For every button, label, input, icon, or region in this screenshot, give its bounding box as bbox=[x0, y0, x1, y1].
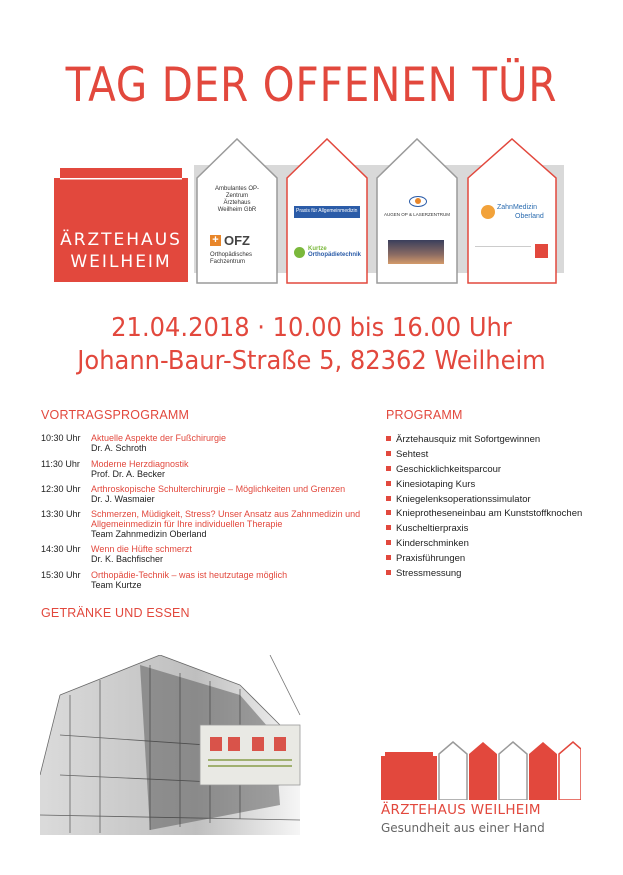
programm-item-label: Sehtest bbox=[396, 448, 429, 460]
house-augen bbox=[376, 138, 458, 284]
eye-icon bbox=[409, 196, 427, 207]
programm-item bbox=[386, 507, 582, 522]
page-title: TAG DER OFFENEN TÜR bbox=[65, 58, 558, 113]
bullet-icon bbox=[386, 555, 391, 560]
bullet-icon bbox=[386, 525, 391, 530]
aerztehaus-line2: WEILHEIM bbox=[70, 252, 172, 272]
getraenke-heading: GETRÄNKE UND ESSEN bbox=[41, 606, 190, 620]
talk-time: 13:30 Uhr bbox=[41, 509, 81, 519]
talk-time: 11:30 Uhr bbox=[41, 459, 80, 469]
kurtze-line2: Orthopädietechnik bbox=[308, 252, 362, 258]
programm-item bbox=[386, 522, 582, 537]
augen-photo bbox=[388, 240, 444, 264]
programm-item bbox=[386, 433, 582, 448]
event-address: Johann-Baur-Straße 5, 82362 Weilheim bbox=[77, 346, 546, 376]
programm-item-label: Kniegelenksoperationssimulator bbox=[396, 493, 531, 505]
op-zentrum-text: Ambulantes OP-Zentrum Ärztehaus Weilheim GbR bbox=[214, 186, 260, 213]
talk-speaker: Prof. Dr. A. Becker bbox=[91, 469, 166, 479]
zahnmedizin-small-text bbox=[475, 246, 531, 261]
talk-speaker: Dr. A. Schroth bbox=[91, 443, 147, 453]
kurtze-circle-icon bbox=[294, 247, 305, 258]
house-zahnmedizin bbox=[467, 138, 557, 284]
aerztehaus-line1: ÄRZTEHAUS bbox=[60, 230, 182, 250]
footer-tagline: Gesundheit aus einer Hand bbox=[381, 821, 545, 835]
talk-speaker: Dr. J. Wasmaier bbox=[91, 494, 155, 504]
programm-item-label: Kuscheltierpraxis bbox=[396, 523, 469, 535]
sun-icon bbox=[481, 205, 495, 219]
programm-item bbox=[386, 567, 582, 582]
ofz-cross-icon: + bbox=[210, 235, 221, 246]
footer-name: ÄRZTEHAUS WEILHEIM bbox=[381, 802, 541, 818]
augen-text: AUGEN OP & LASERZENTRUM bbox=[384, 212, 450, 217]
talk-title: Wenn die Hüfte schmerzt bbox=[91, 544, 192, 554]
bullet-icon bbox=[386, 510, 391, 515]
bullet-icon bbox=[386, 466, 391, 471]
programm-item bbox=[386, 493, 582, 508]
talk-time: 15:30 Uhr bbox=[41, 570, 81, 580]
talk-title: Arthroskopische Schulterchirurgie – Möglichkeiten und Grenzen bbox=[91, 484, 346, 494]
programm-item bbox=[386, 478, 582, 493]
talk-time: 12:30 Uhr bbox=[41, 484, 81, 494]
talk-title: Schmerzen, Müdigkeit, Stress? Unser Ansatz aus Zahnmedizin und Allgemeinmedizin für Ihre individuellen Therapie bbox=[91, 509, 361, 529]
allgemeinmedizin-text: Praxis für Allgemeinmedizin bbox=[296, 208, 358, 214]
practices-banner bbox=[54, 138, 574, 288]
ofz-logo bbox=[210, 234, 266, 248]
programm-item-label: Praxisführungen bbox=[396, 553, 466, 565]
programm-item bbox=[386, 463, 582, 478]
ofz-text: OFZ bbox=[224, 233, 250, 248]
programm-item bbox=[386, 448, 582, 463]
aerztehaus-house-logo bbox=[54, 168, 188, 282]
kurtze-line1: Kurtze bbox=[308, 246, 327, 252]
zahnmedizin-line1: ZahnMedizin bbox=[497, 204, 538, 211]
talk-speaker: Team Kurtze bbox=[91, 580, 142, 590]
programm-item-label: Ärztehausquiz mit Sofortgewinnen bbox=[396, 434, 541, 445]
house-allgemeinmedizin bbox=[286, 138, 368, 284]
talk-title: Moderne Herzdiagnostik bbox=[91, 459, 189, 469]
talk-time: 10:30 Uhr bbox=[41, 433, 81, 443]
programm-heading: PROGRAMM bbox=[386, 408, 463, 422]
ofz-subtitle: Orthopädisches Fachzentrum bbox=[210, 252, 253, 265]
house-op-zentrum bbox=[196, 138, 278, 284]
programm-item-label: Knieprotheseneinbau am Kunststoffknochen bbox=[396, 508, 583, 520]
bullet-icon bbox=[386, 451, 391, 456]
programm-item bbox=[386, 537, 582, 552]
zahnmedizin-badge-icon bbox=[535, 244, 548, 258]
programm-item-label: Geschicklichkeitsparcour bbox=[396, 463, 502, 475]
talk-title: Aktuelle Aspekte der Fußchirurgie bbox=[91, 433, 227, 443]
bullet-icon bbox=[386, 481, 391, 486]
vortrag-heading: VORTRAGSPROGRAMM bbox=[41, 408, 190, 422]
zahnmedizin-line2: Oberland bbox=[515, 213, 544, 220]
talk-speaker: Dr. K. Bachfischer bbox=[91, 554, 164, 564]
kurtze-logo bbox=[294, 246, 364, 260]
bullet-icon bbox=[386, 436, 391, 441]
programm-list bbox=[386, 433, 582, 582]
talk-time: 14:30 Uhr bbox=[41, 544, 81, 554]
talk-speaker: Team Zahnmedizin Oberland bbox=[91, 529, 207, 539]
bullet-icon bbox=[386, 540, 391, 545]
event-date: 21.04.2018 · 10.00 bis 16.00 Uhr bbox=[111, 313, 512, 343]
bullet-icon bbox=[386, 496, 391, 501]
talk-title: Orthopädie-Technik – was ist heutzutage möglich bbox=[91, 570, 288, 580]
zahnmedizin-logo bbox=[481, 202, 547, 224]
programm-item-label: Kinderschminken bbox=[396, 538, 469, 550]
bullet-icon bbox=[386, 570, 391, 575]
programm-item-label: Kinesiotaping Kurs bbox=[396, 478, 476, 490]
building-sketch-image bbox=[40, 655, 340, 835]
programm-item bbox=[386, 552, 582, 567]
programm-item-label: Stressmessung bbox=[396, 568, 462, 580]
allgemeinmedizin-logo bbox=[294, 206, 360, 218]
